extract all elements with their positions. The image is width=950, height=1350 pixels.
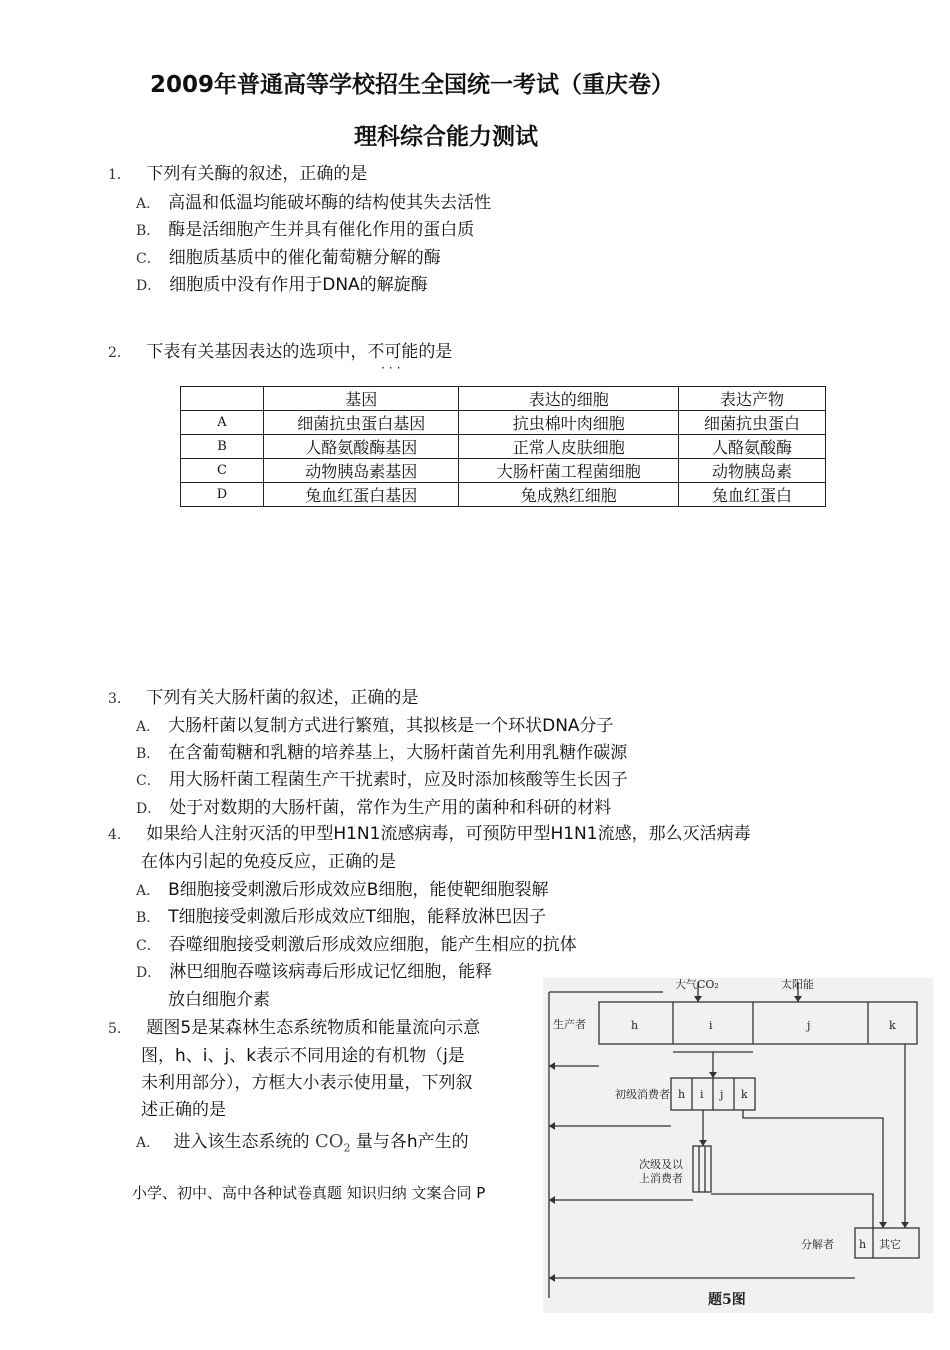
question-stem-continued: 在体内引起的免疫反应，正确的是 [141, 852, 396, 872]
figure-box-j: j [807, 1019, 811, 1032]
table-row [181, 483, 826, 507]
stem-text: 下表有关基因表达的选项中， [146, 342, 368, 362]
figure-label-secondary: 次级及以 [639, 1158, 683, 1171]
option-text: 细胞质中没有作用于DNA的解旋酶 [169, 275, 428, 295]
table-cell: 大肠杆菌工程菌细胞 [459, 459, 679, 483]
q4-option-c [136, 931, 577, 960]
question-stem: 题图5是某森林生态系统物质和能量流向示意 [146, 1018, 481, 1038]
q4-option-d [136, 958, 492, 987]
figure-primary-h: h [678, 1088, 686, 1101]
figure-label-primary: 初级消费者 [615, 1088, 670, 1101]
question-number: 2． [108, 345, 131, 361]
question-4 [108, 820, 751, 849]
question-stem: 下列有关酶的叙述，正确的是 [146, 164, 368, 184]
figure-5-diagram [543, 978, 933, 1313]
table-cell: 兔血红蛋白 [679, 483, 826, 507]
option-text: 用大肠杆菌工程菌生产干扰素时，应及时添加核酸等生长因子 [168, 770, 628, 790]
table-cell: 细菌抗虫蛋白基因 [264, 411, 459, 435]
row-label: C [181, 459, 264, 483]
row-label: B [181, 435, 264, 459]
option-text: B细胞接受刺激后形成效应B细胞，能使靶细胞裂解 [168, 880, 549, 900]
emphasis-text [367, 338, 419, 375]
gene-expression-table [180, 386, 826, 507]
formula-text: CO [314, 1131, 344, 1152]
question-stem [146, 342, 453, 375]
figure-box-k: k [889, 1019, 896, 1032]
table-row [181, 411, 826, 435]
option-text: 处于对数期的大肠杆菌，常作为生产用的菌种和科研的材料 [169, 798, 612, 818]
table-cell: 兔成熟红细胞 [459, 483, 679, 507]
emphasis-dots: ··· [381, 361, 405, 375]
option-text: 量与各h产生的 [355, 1132, 469, 1152]
q4-option-b [136, 903, 546, 932]
q3-option-b [136, 739, 627, 768]
stem-text: 的是 [418, 342, 453, 362]
question-stem-continued: 未利用部分），方框大小表示使用量，下列叙 [141, 1073, 473, 1093]
option-label: B． [136, 746, 161, 762]
q3-option-d [136, 794, 611, 823]
option-label: D． [136, 965, 162, 981]
question-2 [108, 338, 453, 375]
row-label: D [181, 483, 264, 507]
option-label: B． [136, 910, 161, 926]
question-stem-continued: 图，h、i、j、k表示不同用途的有机物（j是 [141, 1046, 465, 1066]
table-cell: 兔血红蛋白基因 [264, 483, 459, 507]
figure-label-producer: 生产者 [553, 1018, 586, 1031]
co2-formula [314, 1131, 351, 1155]
q1-option-a [136, 189, 491, 218]
table-header: 表达产物 [679, 387, 826, 411]
figure-box-h: h [631, 1019, 639, 1032]
footer-text: 小学、初中、高中各种试卷真题 知识归纳 文案合同 P [132, 1184, 486, 1202]
page-subtitle: 理科综合能力测试 [354, 124, 538, 150]
q1-option-b [136, 216, 474, 245]
figure-caption: 题5图 [708, 1292, 746, 1308]
table-row [181, 459, 826, 483]
option-text: 细胞质基质中的催化葡萄糖分解的酶 [168, 248, 441, 268]
table-cell: 抗虫棉叶肉细胞 [459, 411, 679, 435]
option-label: C． [136, 938, 161, 954]
figure-box-i: i [709, 1019, 713, 1032]
figure-background [543, 978, 933, 1313]
option-label: D． [136, 801, 162, 817]
question-number: 5． [108, 1021, 131, 1037]
figure-primary-k: k [741, 1088, 748, 1101]
table-cell: 细菌抗虫蛋白 [679, 411, 826, 435]
question-5 [108, 1014, 480, 1043]
q1-option-c [136, 244, 441, 273]
question-number: 1． [108, 167, 131, 183]
figure-primary-i: i [700, 1088, 704, 1101]
figure-label-decomposer: 分解者 [801, 1238, 834, 1251]
figure-label-secondary-2: 上消费者 [639, 1172, 683, 1185]
table-cell: 动物胰岛素基因 [264, 459, 459, 483]
q1-option-d [136, 271, 428, 300]
option-label: A． [136, 719, 161, 735]
option-label: B． [136, 223, 161, 239]
option-text: 进入该生态系统的 [173, 1132, 310, 1152]
figure-label-sunlight: 太阳能 [781, 978, 814, 991]
figure-label-other: 其它 [879, 1238, 901, 1251]
option-label: D． [136, 278, 162, 294]
table-header: 表达的细胞 [459, 387, 679, 411]
question-1 [108, 160, 367, 189]
table-header [181, 387, 264, 411]
q4-option-d-continued: 放白细胞介素 [168, 990, 270, 1010]
question-3 [108, 684, 418, 713]
table-cell: 正常人皮肤细胞 [459, 435, 679, 459]
option-text: 在含葡萄糖和乳糖的培养基上，大肠杆菌首先利用乳糖作碳源 [168, 743, 628, 763]
question-stem: 下列有关大肠杆菌的叙述，正确的是 [146, 688, 419, 708]
option-text: 酶是活细胞产生并具有催化作用的蛋白质 [168, 220, 475, 240]
emphasis-word: 不可能 [367, 342, 419, 362]
q3-option-c [136, 766, 628, 795]
question-stem-continued: 述正确的是 [141, 1100, 226, 1120]
row-label: A [181, 411, 264, 435]
figure-label-co2: 大气CO₂ [675, 978, 719, 991]
q4-option-a [136, 876, 548, 905]
option-text: T细胞接受刺激后形成效应T细胞，能释放淋巴因子 [168, 907, 547, 927]
question-number: 3． [108, 691, 131, 707]
option-label: C． [136, 773, 161, 789]
table-cell: 动物胰岛素 [679, 459, 826, 483]
table-row [181, 435, 826, 459]
table-cell: 人酪氨酸酶基因 [264, 435, 459, 459]
formula-subscript: 2 [343, 1141, 351, 1155]
table-header-row [181, 387, 826, 411]
table-cell: 人酪氨酸酶 [679, 435, 826, 459]
question-number: 4． [108, 827, 131, 843]
option-label: A． [136, 196, 161, 212]
q5-option-a [136, 1128, 469, 1163]
option-label: A． [136, 883, 161, 899]
table-header: 基因 [264, 387, 459, 411]
option-text: 吞噬细胞接受刺激后形成效应细胞，能产生相应的抗体 [168, 935, 577, 955]
q3-option-a [136, 712, 614, 741]
option-text: 大肠杆菌以复制方式进行繁殖，其拟核是一个环状DNA分子 [168, 716, 614, 736]
option-label: C． [136, 251, 161, 267]
page-title: 2009年普通高等学校招生全国统一考试（重庆卷） [150, 72, 675, 98]
figure-decomposer-h: h [859, 1238, 867, 1251]
question-stem: 如果给人注射灭活的甲型H1N1流感病毒，可预防甲型H1N1流感，那么灭活病毒 [146, 824, 751, 844]
option-text: 淋巴细胞吞噬该病毒后形成记忆细胞，能释 [169, 962, 493, 982]
option-label: A． [136, 1135, 161, 1151]
option-text: 高温和低温均能破坏酶的结构使其失去活性 [168, 193, 492, 213]
figure-primary-j: j [720, 1088, 724, 1101]
